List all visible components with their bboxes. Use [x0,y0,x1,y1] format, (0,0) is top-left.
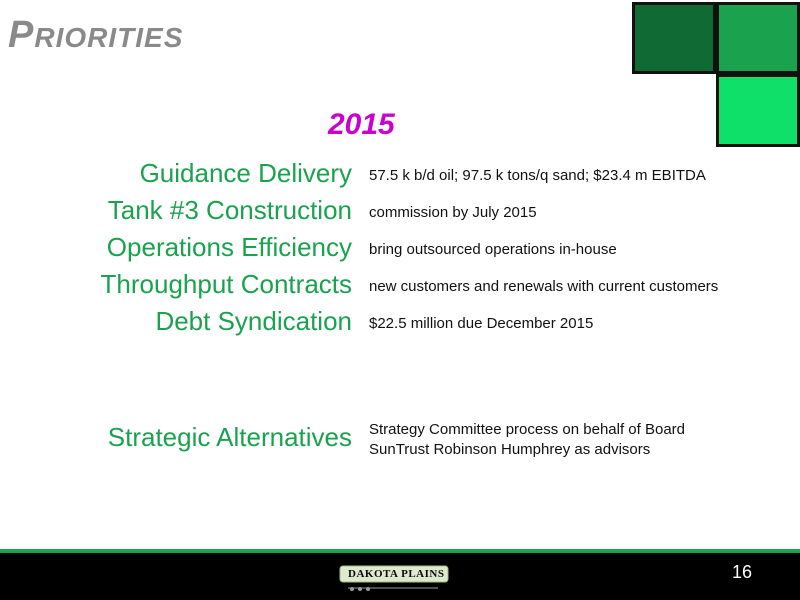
priority-detail: bring outsourced operations in-house [369,241,617,258]
priority-detail: $22.5 million due December 2015 [369,315,594,332]
priority-label: Throughput Contracts [100,269,352,299]
slide-title [8,14,183,57]
strategic-detail [369,420,685,460]
title-rest: RIORITIES [34,22,184,53]
year-heading: 2015 [328,108,395,141]
strategic-detail-line: SunTrust Robinson Humphrey as advisors [369,441,651,458]
strategic-label: Strategic Alternatives [107,422,352,452]
priority-detail: new customers and renewals with current customers [369,278,719,295]
page-number: 16 [732,562,753,582]
priority-label: Debt Syndication [155,306,352,336]
strategic-detail-line: Strategy Committee process on behalf of Board [369,421,685,438]
title-initial: P [8,14,35,56]
priority-row [0,269,800,305]
priority-label: Operations Efficiency [106,232,352,262]
decor-square-dark [632,2,716,74]
decor-square-bright [716,74,800,147]
priority-row [0,158,800,194]
logo-text: DAKOTA PLAINS [348,568,445,580]
priority-row [0,195,800,231]
priority-label: Tank #3 Construction [107,195,352,225]
priority-row [0,232,800,268]
priority-label: Guidance Delivery [139,158,352,188]
priority-detail: 57.5 k b/d oil; 97.5 k tons/q sand; $23.4 m EBITDA [369,167,706,184]
decor-square-mid [716,2,800,74]
priority-detail: commission by July 2015 [369,204,537,221]
priority-row [0,306,800,342]
strategic-row [0,420,800,464]
